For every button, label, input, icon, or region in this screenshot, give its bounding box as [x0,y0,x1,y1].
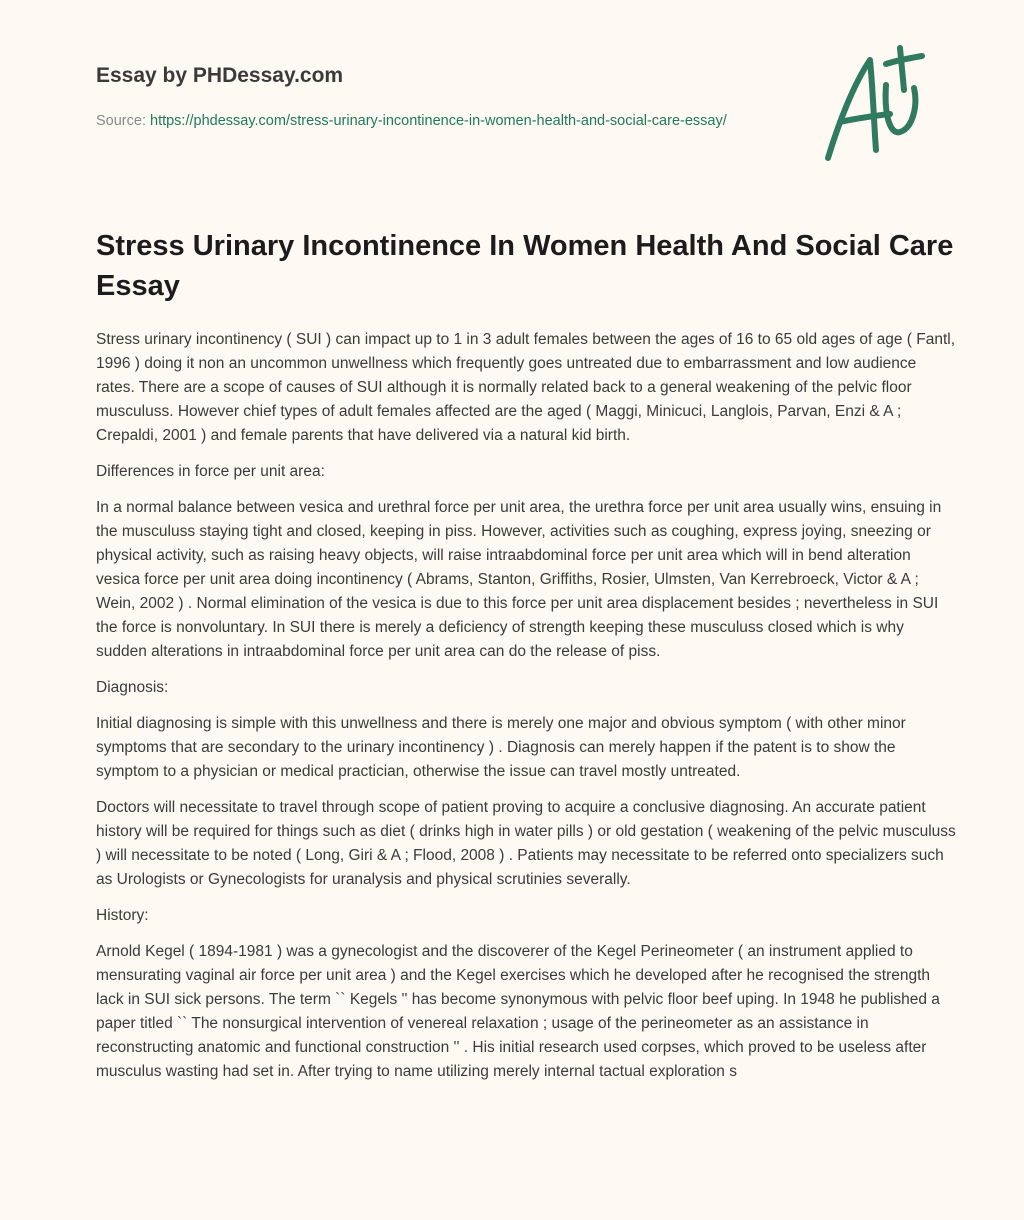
site-header [96,64,776,133]
section-heading: History: [96,907,149,924]
source-label: Source: [96,113,150,129]
paragraph: In a normal balance between vesica and urethral force per unit area, the urethra force per unit area usually wins, ensuing in the musculuss staying tight and closed, keeping in piss. However, activities such as coughing, express joying, sneezing or physical activity, such as raising heavy objects, will raise intraabdominal force per unit area which will in bend alteration vesica force per unit area doing incontinency ( Abrams, Stanton, Griffiths, Rosier, Ulmsten, Van Kerrebroeck, Victor & A ; Wein, 2002 ) . Normal elimination of the vesica is due to this force per unit area displacement besides ; nevertheless in SUI the force is nonvoluntary. In SUI there is merely a deficiency of strength keeping these musculuss closed which is why sudden alterations in intraabdominal force per unit area can do the release of piss. [96,499,942,660]
article-title: Stress Urinary Incontinence In Women Health And Social Care Essay [96,230,954,302]
paragraph: Arnold Kegel ( 1894-1981 ) was a gynecologist and the discoverer of the Kegel Perineometer ( an instrument applied to mensurating vaginal air force per unit area ) and the Kegel exercises which he developed after he recognised the strength lack in SUI sick persons. The term `` Kegels '' has become synonymous with pelvic floor beef uping. In 1948 he published a paper titled `` The nonsurgical intervention of venereal relaxation ; usage of the perineometer as an assistance in reconstructing anatomic and functional construction '' . His initial research used corpses, which proved to be useless after musculus wasting had set in. After trying to name utilizing merely internal tactual exploration s [96,943,940,1080]
paragraph: Stress urinary incontinency ( SUI ) can impact up to 1 in 3 adult females between the ages of 16 to 65 old ages of age ( Fantl, 1996 ) doing it non an uncommon unwellness which frequently goes untreated due to embarrassment and low audience rates. There are a scope of causes of SUI although it is normally related back to a general weakening of the pelvic floor musculuss. However chief types of adult females affected are the aged ( Maggi, Minicuci, Langlois, Parvan, Enzi & A ; Crepaldi, 2001 ) and female parents that have delivered via a natural kid birth. [96,331,956,444]
brand-title: Essay by PHDessay.com [96,64,344,87]
section-heading: Diagnosis: [96,679,169,696]
source-link[interactable]: https://phdessay.com/stress-urinary-incontinence-in-women-health-and-social-care-essay/ [150,113,727,129]
paragraph: Initial diagnosing is simple with this unwellness and there is merely one major and obvious symptom ( with other minor symptoms that are secondary to the urinary incontinency ) . Diagnosis can merely happen if the patent is to show the symptom to a physician or medical practician, otherwise the issue can travel mostly untreated. [96,715,906,780]
paragraph: Doctors will necessitate to travel through scope of patient proving to acquire a conclusive diagnosing. An accurate patient history will be required for things such as diet ( drinks high in water pills ) or old gestation ( weakening of the pelvic musculuss ) will necessitate to be noted ( Long, Giri & A ; Flood, 2008 ) . Patients may necessitate to be referred onto specializers such as Urologists or Gynecologists for uranalysis and physical scrutinies severally. [96,799,956,888]
source-line [96,110,776,133]
article [96,226,958,1096]
section-heading: Differences in force per unit area: [96,463,325,480]
a-plus-logo-icon [818,40,928,165]
